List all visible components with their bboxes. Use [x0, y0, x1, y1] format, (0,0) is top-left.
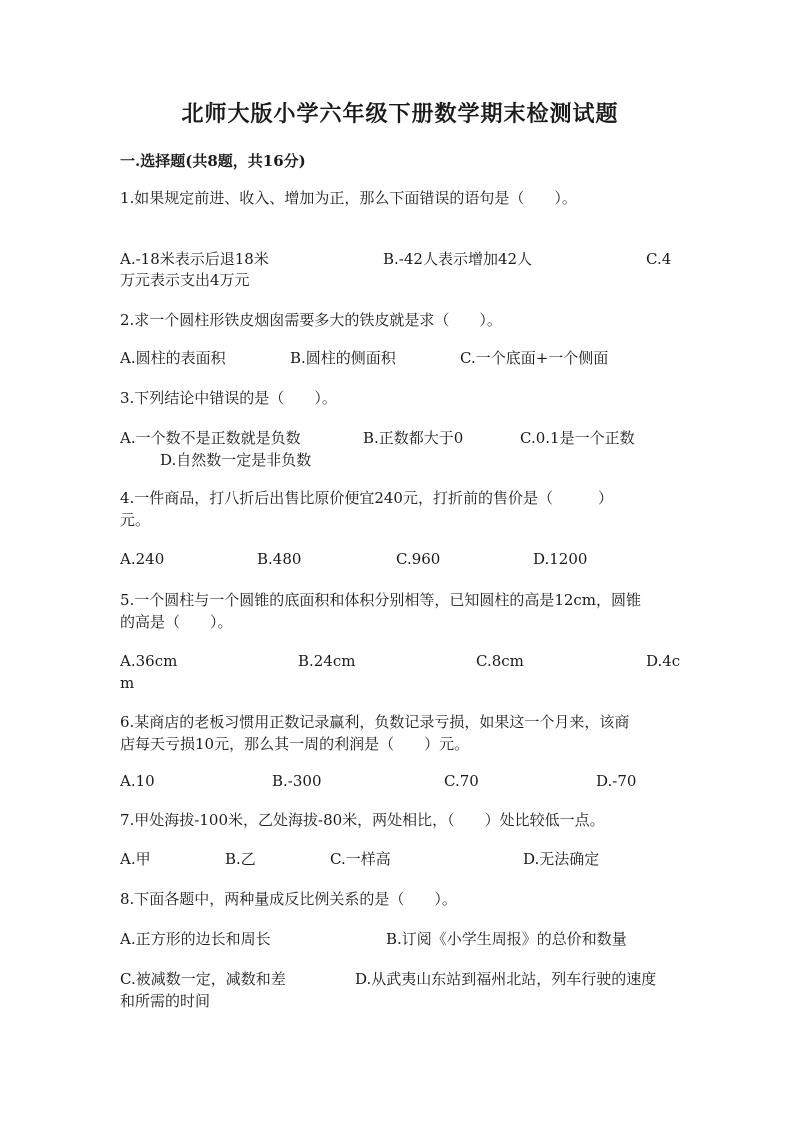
question-8-option-d-continued: 和所需的时间	[120, 992, 211, 1010]
question-8-option-b: B.订阅《小学生周报》的总价和数量	[386, 930, 627, 948]
question-1-stem: 1.如果规定前进、收入、增加为正，那么下面错误的语句是（ ）。	[120, 189, 577, 207]
question-3-option-a: A.一个数不是正数就是负数	[120, 429, 301, 447]
question-2-option-a: A.圆柱的表面积	[120, 349, 226, 367]
question-7-option-a: A.甲	[120, 850, 151, 868]
question-3-option-c: C.0.1是一个正数	[520, 429, 635, 447]
question-7-option-c: C.一样高	[330, 850, 391, 868]
question-2-option-c: C.一个底面+一个侧面	[460, 349, 609, 367]
question-6-stem	[120, 711, 680, 755]
question-8-option-c: C.被减数一定，减数和差	[120, 970, 286, 988]
question-8-stem: 8.下面各题中，两种量成反比例关系的是（ ）。	[120, 890, 457, 908]
question-6-option-a: A.10	[120, 772, 155, 790]
question-4-option-a: A.240	[120, 550, 165, 568]
question-4-option-b: B.480	[257, 550, 302, 568]
question-7-stem: 7.甲处海拔-100米，乙处海拔-80米，两处相比，（ ）处比较低一点。	[120, 811, 605, 829]
question-5-option-d-continued: m	[120, 674, 135, 692]
question-8-option-d: D.从武夷山东站到福州北站，列车行驶的速度	[355, 970, 657, 988]
question-3-option-b: B.正数都大于0	[363, 429, 464, 447]
question-1-option-c: C.4	[646, 250, 672, 268]
question-4-stem-line-2: 元。	[120, 511, 151, 529]
question-3-option-d: D.自然数一定是非负数	[160, 451, 312, 469]
question-8-option-a: A.正方形的边长和周长	[120, 930, 271, 948]
question-6-stem-line-2: 店每天亏损10元，那么其一周的利润是（ ）元。	[120, 735, 470, 753]
question-7-option-d: D.无法确定	[523, 850, 600, 868]
question-4-option-c: C.960	[396, 550, 441, 568]
question-4-option-d: D.1200	[533, 550, 588, 568]
question-4-stem-line-1: 4.一件商品，打八折后出售比原价便宜240元，打折前的售价是（ ）	[120, 489, 613, 507]
question-6-option-d: D.-70	[596, 772, 637, 790]
question-7-option-b: B.乙	[225, 850, 256, 868]
page-title: 北师大版小学六年级下册数学期末检测试题	[181, 101, 619, 127]
question-5-stem	[120, 589, 680, 633]
question-6-option-c: C.70	[444, 772, 479, 790]
question-1-option-b: B.-42人表示增加42人	[383, 250, 533, 268]
question-5-stem-line-2: 的高是（ ）。	[120, 613, 233, 631]
question-5-option-a: A.36cm	[120, 652, 178, 670]
question-5-option-d: D.4c	[646, 652, 681, 670]
question-6-stem-line-1: 6.某商店的老板习惯用正数记录赢利，负数记录亏损，如果这一个月来，该商	[120, 713, 630, 731]
question-5-stem-line-1: 5.一个圆柱与一个圆锥的底面积和体积分别相等，已知圆柱的高是12cm，圆锥	[120, 591, 642, 609]
question-1-option-c-continued: 万元表示支出4万元	[120, 271, 250, 289]
question-1-option-a: A.-18米表示后退18米	[120, 250, 269, 268]
question-3-stem: 3.下列结论中错误的是（ ）。	[120, 389, 337, 407]
question-2-stem: 2.求一个圆柱形铁皮烟囱需要多大的铁皮就是求（ ）。	[120, 311, 502, 329]
question-4-stem	[120, 487, 680, 531]
question-5-option-b: B.24cm	[298, 652, 356, 670]
question-2-option-b: B.圆柱的侧面积	[290, 349, 396, 367]
question-5-option-c: C.8cm	[476, 652, 524, 670]
question-6-option-b: B.-300	[272, 772, 322, 790]
section-heading: 一.选择题(共8题，共16分)	[120, 152, 306, 170]
